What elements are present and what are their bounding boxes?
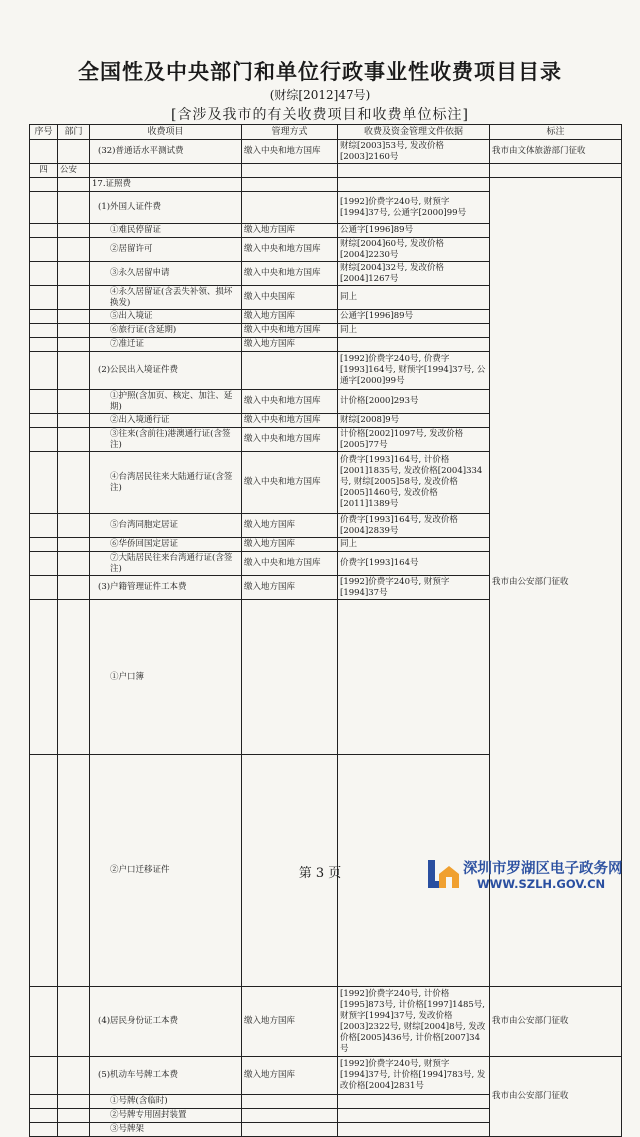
header-dept: 部门 — [58, 125, 90, 140]
cell-item: ③往来(含前往)港澳通行证(含签注) — [90, 428, 242, 452]
cell-item: ④永久居留证(含丢失补领、损坏换发) — [90, 286, 242, 310]
cell-item: ⑥华侨回国定居证 — [90, 538, 242, 552]
cell-item: ②户口迁移证件 — [90, 755, 242, 987]
table-header-row — [30, 125, 622, 140]
cell-note: 我市由文体旅游部门征收 — [490, 140, 622, 164]
cell-dept — [58, 1057, 90, 1095]
cell-item: (32)普通话水平测试费 — [90, 140, 242, 164]
cell-item: ①户口簿 — [90, 600, 242, 755]
cell-no — [30, 1095, 58, 1109]
cell-basis: 公通字[1996]89号 — [338, 224, 490, 238]
cell-mgmt — [242, 600, 338, 755]
cell-dept — [58, 238, 90, 262]
cell-dept — [58, 352, 90, 390]
header-note: 标注 — [490, 125, 622, 140]
document-title: 全国性及中央部门和单位行政事业性收费项目目录 — [78, 59, 562, 84]
cell-mgmt: 缴入中央和地方国库 — [242, 452, 338, 514]
cell-item: ②出入境通行证 — [90, 414, 242, 428]
cell-basis — [338, 178, 490, 192]
cell-item: ①难民停留证 — [90, 224, 242, 238]
page-number: 第 3 页 — [298, 866, 342, 881]
cell-mgmt: 缴入中央和地方国库 — [242, 324, 338, 338]
cell-no — [30, 576, 58, 600]
cell-item: ⑦准迁证 — [90, 338, 242, 352]
cell-mgmt: 缴入中央和地方国库 — [242, 428, 338, 452]
cell-basis: 同上 — [338, 324, 490, 338]
cell-basis: 价费字[1993]164号, 发改价格[2004]2839号 — [338, 514, 490, 538]
header-item: 收费项目 — [90, 125, 242, 140]
cell-dept — [58, 338, 90, 352]
cell-basis: 同上 — [338, 286, 490, 310]
cell-dept — [58, 178, 90, 192]
cell-basis: 财综[2004]32号, 发改价格[2004]1267号 — [338, 262, 490, 286]
cell-no — [30, 428, 58, 452]
cell-no — [30, 224, 58, 238]
cell-no — [30, 987, 58, 1057]
cell-item: ③号牌架 — [90, 1123, 242, 1137]
watermark-logo — [425, 852, 630, 898]
cell-item: ②居留许可 — [90, 238, 242, 262]
cell-item: ③永久居留申请 — [90, 262, 242, 286]
cell-mgmt — [242, 164, 338, 178]
cell-no — [30, 452, 58, 514]
cell-no — [30, 262, 58, 286]
table-row — [30, 140, 622, 164]
table-row — [30, 987, 622, 1057]
cell-item: ⑤出入境证 — [90, 310, 242, 324]
watermark-url: WWW.SZLH.GOV.CN — [477, 877, 606, 891]
cell-basis: 价费字[1993]164号, 计价格[2001]1835号, 发改价格[2004]334号, 财综[2005]58号, 发改价格[2005]1460号, 发改价格[2011]1389号 — [338, 452, 490, 514]
cell-no — [30, 352, 58, 390]
cell-mgmt — [242, 178, 338, 192]
cell-item: (1)外国人证件费 — [90, 192, 242, 224]
cell-no — [30, 514, 58, 538]
cell-dept — [58, 1123, 90, 1137]
cell-no — [30, 414, 58, 428]
cell-no — [30, 338, 58, 352]
cell-item: (5)机动车号牌工本费 — [90, 1057, 242, 1095]
cell-dept — [58, 286, 90, 310]
cell-mgmt: 缴入地方国库 — [242, 514, 338, 538]
cell-mgmt: 缴入地方国库 — [242, 1057, 338, 1095]
cell-note — [490, 164, 622, 178]
cell-dept — [58, 414, 90, 428]
cell-dept — [58, 324, 90, 338]
cell-note-merged: 我市由公安部门征收 — [490, 1057, 622, 1137]
document-number: (财综[2012]47号) — [269, 88, 371, 102]
cell-mgmt: 缴入中央和地方国库 — [242, 140, 338, 164]
cell-basis — [338, 338, 490, 352]
cell-mgmt: 缴入中央和地方国库 — [242, 414, 338, 428]
watermark-name: 深圳市罗湖区电子政务网 — [463, 861, 623, 877]
cell-basis: 价费字[1993]164号 — [338, 552, 490, 576]
cell-dept — [58, 1109, 90, 1123]
cell-item: (2)公民出入境证件费 — [90, 352, 242, 390]
cell-mgmt: 缴入中央国库 — [242, 286, 338, 310]
cell-dept — [58, 514, 90, 538]
cell-mgmt: 缴入地方国库 — [242, 576, 338, 600]
cell-mgmt: 缴入地方国库 — [242, 224, 338, 238]
cell-item: ①号牌(含临时) — [90, 1095, 242, 1109]
cell-no — [30, 1057, 58, 1095]
cell-basis — [338, 1123, 490, 1137]
cell-dept — [58, 452, 90, 514]
cell-no — [30, 286, 58, 310]
cell-item: (4)居民身份证工本费 — [90, 987, 242, 1057]
cell-mgmt: 缴入地方国库 — [242, 987, 338, 1057]
cell-basis: [1992]价费字240号, 财预字[1994]37号, 公通字[2000]99号 — [338, 192, 490, 224]
cell-item: ⑦大陆居民往来台湾通行证(含签注) — [90, 552, 242, 576]
cell-no — [30, 310, 58, 324]
lh-logo-icon — [425, 856, 461, 892]
cell-basis: 同上 — [338, 538, 490, 552]
cell-mgmt — [242, 352, 338, 390]
cell-mgmt: 缴入中央和地方国库 — [242, 552, 338, 576]
cell-no — [30, 552, 58, 576]
cell-mgmt: 缴入地方国库 — [242, 338, 338, 352]
cell-note-merged: 我市由公安部门征收 — [490, 178, 622, 987]
header-no: 序号 — [30, 125, 58, 140]
cell-mgmt: 缴入中央和地方国库 — [242, 238, 338, 262]
cell-item: ⑤台湾同胞定居证 — [90, 514, 242, 538]
table-row — [30, 178, 622, 192]
cell-item: ④台湾居民往来大陆通行证(含签注) — [90, 452, 242, 514]
cell-basis: [1992]价费字240号, 财预字[1994]37号 — [338, 576, 490, 600]
cell-basis: [1992]价费字240号, 计价格[1995]873号, 计价格[1997]1485号, 财预字[1994]37号, 发改价格[2003]2322号, 财综[2004]8号, 发改价格[2005]436号, 计价格[2007]34号 — [338, 987, 490, 1057]
cell-mgmt: 缴入中央和地方国库 — [242, 262, 338, 286]
cell-dept — [58, 987, 90, 1057]
cell-mgmt: 缴入地方国库 — [242, 538, 338, 552]
cell-basis: 财综[2003]53号, 发改价格[2003]2160号 — [338, 140, 490, 164]
cell-basis: 计价格[2002]1097号, 发改价格[2005]77号 — [338, 428, 490, 452]
cell-basis: [1992]价费字240号, 价费字[1993]164号, 财预字[1994]37号, 公通字[2000]99号 — [338, 352, 490, 390]
cell-dept — [58, 1095, 90, 1109]
cell-item: ⑥旅行证(含延期) — [90, 324, 242, 338]
cell-dept: 公安 — [58, 164, 90, 178]
document-subtitle: [含涉及我市的有关收费项目和收费单位标注] — [171, 107, 469, 123]
cell-basis: [1992]价费字240号, 财预字[1994]37号, 计价格[1994]783号, 发改价格[2004]2831号 — [338, 1057, 490, 1095]
cell-no — [30, 140, 58, 164]
cell-mgmt — [242, 1095, 338, 1109]
cell-basis — [338, 600, 490, 755]
cell-no: 四 — [30, 164, 58, 178]
cell-item: ①护照(含加页、核定、加注、延期) — [90, 390, 242, 414]
cell-no — [30, 600, 58, 755]
cell-basis: 财综[2004]60号, 发改价格[2004]2230号 — [338, 238, 490, 262]
cell-dept — [58, 262, 90, 286]
cell-no — [30, 178, 58, 192]
cell-item: ②号牌专用固封装置 — [90, 1109, 242, 1123]
cell-mgmt — [242, 192, 338, 224]
cell-basis: 财综[2008]9号 — [338, 414, 490, 428]
cell-note: 我市由公安部门征收 — [490, 987, 622, 1057]
cell-dept — [58, 390, 90, 414]
cell-no — [30, 324, 58, 338]
cell-dept — [58, 192, 90, 224]
cell-dept — [58, 600, 90, 755]
cell-mgmt: 缴入地方国库 — [242, 310, 338, 324]
cell-no — [30, 238, 58, 262]
cell-basis — [338, 164, 490, 178]
cell-basis — [338, 1095, 490, 1109]
cell-dept — [58, 140, 90, 164]
cell-mgmt — [242, 1109, 338, 1123]
cell-dept — [58, 224, 90, 238]
cell-item: (3)户籍管理证件工本费 — [90, 576, 242, 600]
header-basis: 收费及资金管理文件依据 — [338, 125, 490, 140]
cell-item — [90, 164, 242, 178]
cell-no — [30, 538, 58, 552]
cell-no — [30, 1109, 58, 1123]
table-row — [30, 164, 622, 178]
cell-no — [30, 192, 58, 224]
cell-no — [30, 390, 58, 414]
cell-item: 17.证照费 — [90, 178, 242, 192]
cell-basis — [338, 1109, 490, 1123]
cell-dept — [58, 552, 90, 576]
cell-dept — [58, 538, 90, 552]
cell-mgmt — [242, 1123, 338, 1137]
cell-basis: 公通字[1996]89号 — [338, 310, 490, 324]
cell-basis: 计价格[2000]293号 — [338, 390, 490, 414]
cell-dept — [58, 310, 90, 324]
cell-no — [30, 1123, 58, 1137]
cell-dept — [58, 576, 90, 600]
cell-dept — [58, 428, 90, 452]
fee-table — [29, 124, 622, 1137]
table-row — [30, 1057, 622, 1095]
header-mgmt: 管理方式 — [242, 125, 338, 140]
cell-mgmt: 缴入中央和地方国库 — [242, 390, 338, 414]
